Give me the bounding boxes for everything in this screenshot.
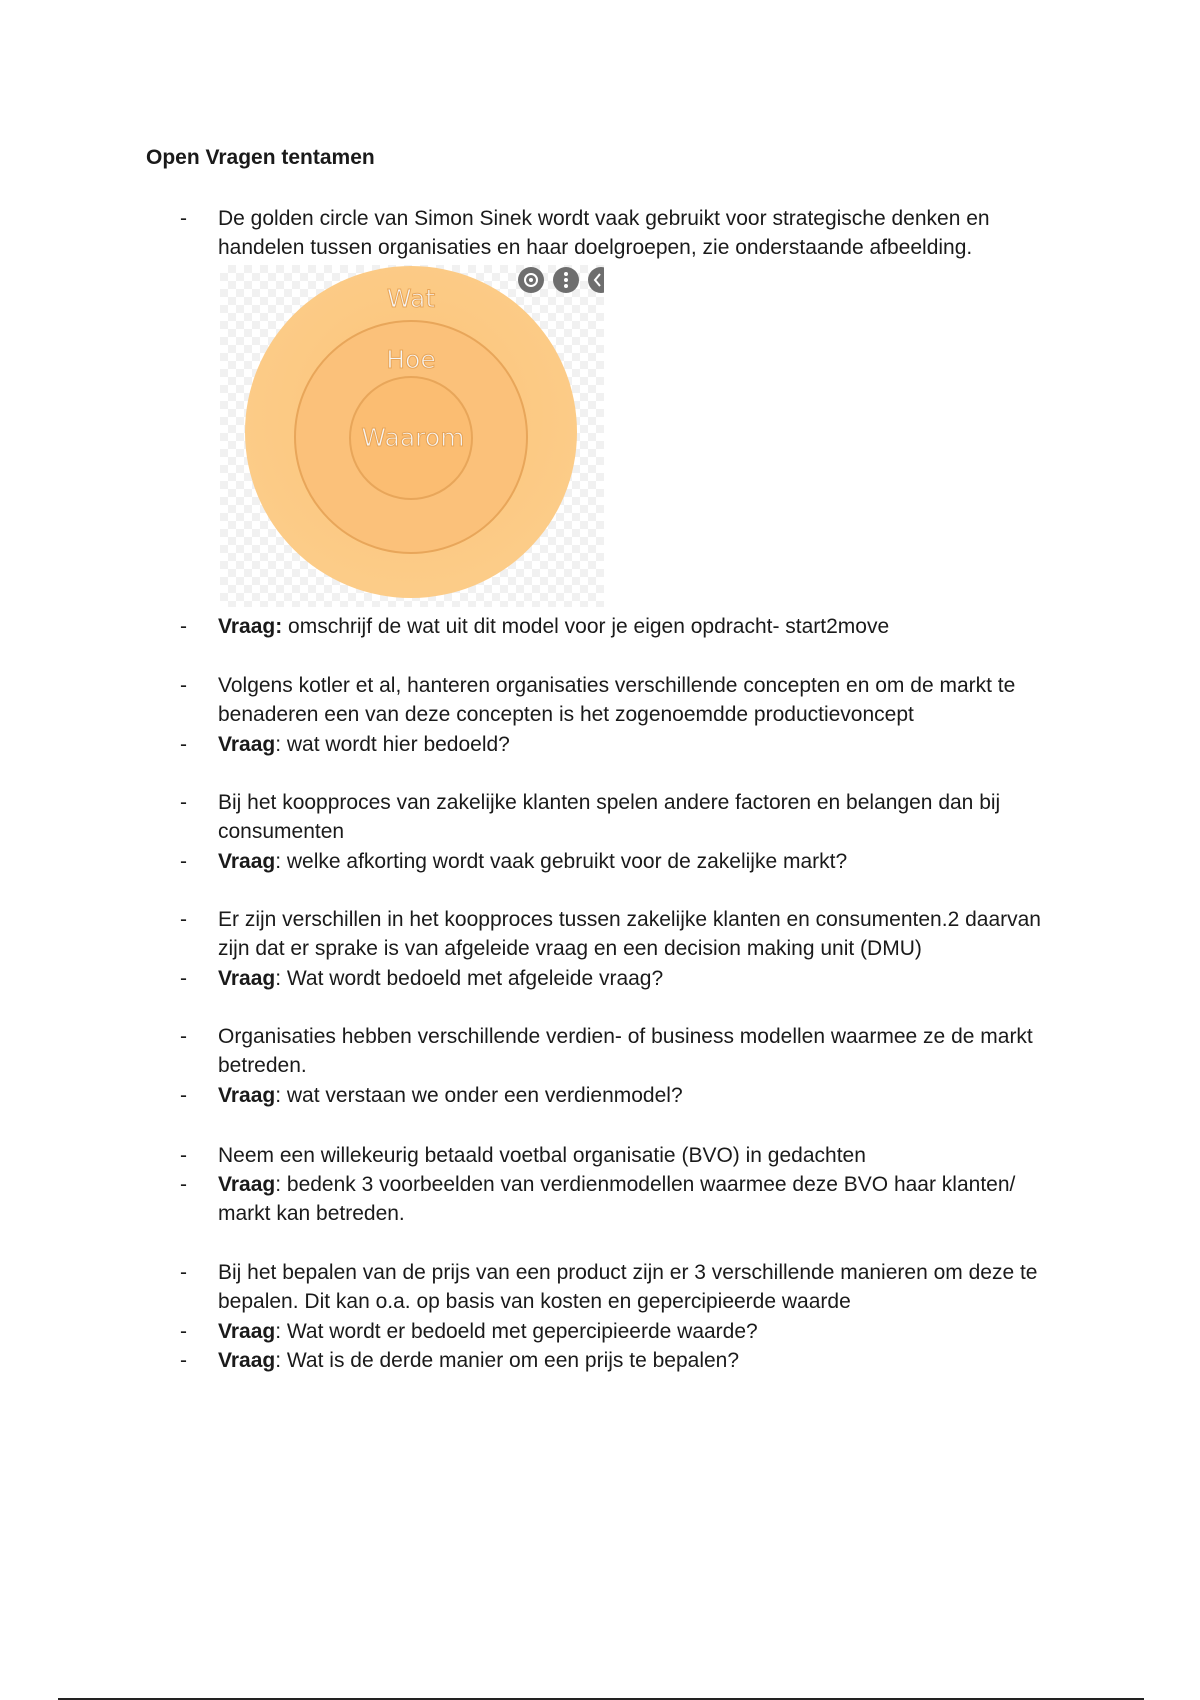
bullet-dash: - bbox=[180, 615, 187, 638]
item-text: Er zijn verschillen in het koopproces tussen zakelijke klanten en consumenten.2 daarvan zijn dat er sprake is van afgeleide vraag en een decision making unit (DMU) bbox=[218, 908, 1041, 960]
bullet-dash: - bbox=[180, 850, 187, 873]
bullet-dash: - bbox=[180, 1349, 187, 1372]
bullet-dash: - bbox=[180, 207, 187, 230]
bullet-dash: - bbox=[180, 908, 187, 931]
bullet-dash: - bbox=[180, 674, 187, 697]
list-item bbox=[180, 1170, 1060, 1228]
ring-label-wat: Wat bbox=[386, 284, 436, 313]
item-text: Vraag: welke afkorting wordt vaak gebruikt voor de zakelijke markt? bbox=[218, 850, 848, 873]
item-text: Vraag: bedenk 3 voorbeelden van verdienmodellen waarmee deze BVO haar klanten/ markt kan betreden. bbox=[218, 1173, 1016, 1225]
item-text: Vraag: Wat wordt er bedoeld met gepercipieerde waarde? bbox=[218, 1320, 758, 1343]
golden-circle-figure bbox=[220, 265, 604, 607]
list-item bbox=[180, 730, 1060, 759]
list-item bbox=[180, 788, 1060, 846]
item-text: Neem een willekeurig betaald voetbal organisatie (BVO) in gedachten bbox=[218, 1144, 866, 1167]
ring-label-waarom: Waarom bbox=[361, 423, 465, 452]
item-text: Vraag: Wat wordt bedoeld met afgeleide vraag? bbox=[218, 967, 664, 990]
item-text: Volgens kotler et al, hanteren organisaties verschillende concepten en om de markt te benaderen een van deze concepten is het zogenoemdde productievoncept bbox=[218, 674, 1016, 726]
list-item bbox=[180, 1022, 1060, 1080]
item-text: Vraag: Wat is de derde manier om een prijs te bepalen? bbox=[218, 1349, 740, 1372]
item-text: Vraag: omschrijf de wat uit dit model voor je eigen opdracht- start2move bbox=[218, 615, 890, 638]
list-item bbox=[180, 1346, 1060, 1375]
item-text: Bij het koopproces van zakelijke klanten spelen andere factoren en belangen dan bij consumenten bbox=[218, 791, 1001, 843]
bullet-dash: - bbox=[180, 1173, 187, 1196]
bullet-dash: - bbox=[180, 967, 187, 990]
list-item bbox=[180, 1141, 1060, 1170]
bullet-dash: - bbox=[180, 1025, 187, 1048]
bullet-dash: - bbox=[180, 1320, 187, 1343]
bullet-dash: - bbox=[180, 791, 187, 814]
more-icon[interactable] bbox=[553, 267, 579, 293]
list-item bbox=[180, 612, 1060, 641]
list-item bbox=[180, 671, 1060, 729]
list-item bbox=[180, 204, 1060, 262]
ring-label-hoe: Hoe bbox=[386, 345, 436, 374]
list-item bbox=[180, 1081, 1060, 1110]
bullet-dash: - bbox=[180, 1261, 187, 1284]
share-icon[interactable] bbox=[588, 267, 604, 293]
lens-icon[interactable] bbox=[518, 267, 544, 293]
bullet-dash: - bbox=[180, 1144, 187, 1167]
item-text: De golden circle van Simon Sinek wordt vaak gebruikt voor strategische denken en handelen tussen organisaties en haar doelgroepen, zie onderstaande afbeelding. bbox=[218, 207, 990, 259]
item-text: Vraag: wat wordt hier bedoeld? bbox=[218, 733, 510, 756]
golden-circle-diagram bbox=[220, 265, 604, 607]
item-text: Vraag: wat verstaan we onder een verdienmodel? bbox=[218, 1084, 683, 1107]
item-text: Bij het bepalen van de prijs van een product zijn er 3 verschillende manieren om deze te bepalen. Dit kan o.a. op basis van kosten en gepercipieerde waarde bbox=[218, 1261, 1038, 1313]
bullet-dash: - bbox=[180, 1084, 187, 1107]
list-item bbox=[180, 964, 1060, 993]
list-item bbox=[180, 905, 1060, 963]
list-item bbox=[180, 847, 1060, 876]
list-item bbox=[180, 1258, 1060, 1316]
page-title: Open Vragen tentamen bbox=[146, 146, 375, 169]
list-item bbox=[180, 1317, 1060, 1346]
bullet-dash: - bbox=[180, 733, 187, 756]
item-text: Organisaties hebben verschillende verdien- of business modellen waarmee ze de markt betreden. bbox=[218, 1025, 1033, 1077]
